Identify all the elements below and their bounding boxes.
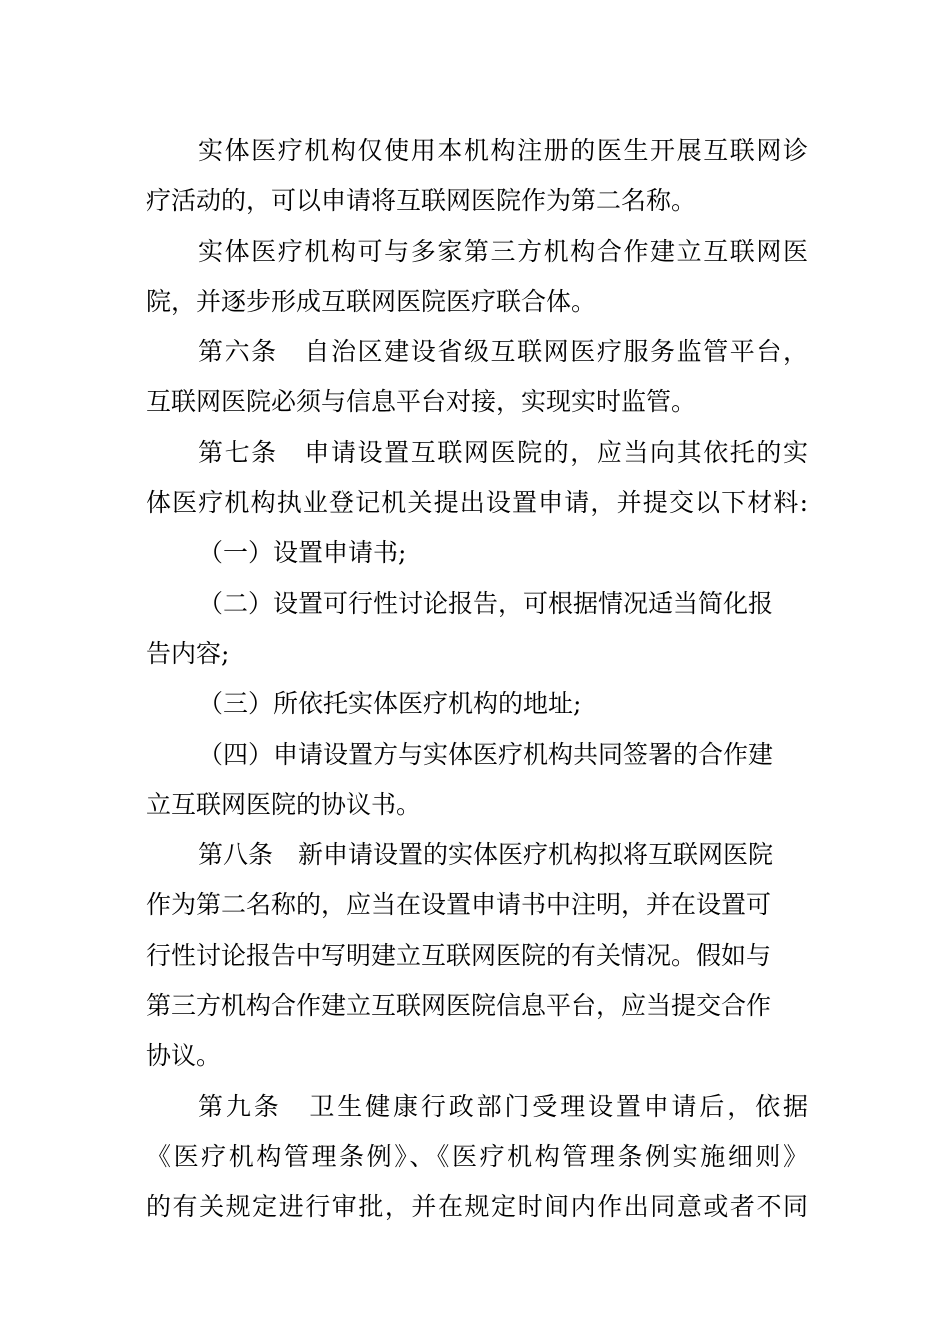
text-line: 第三方机构合作建立互联网医院信息平台，应当提交合作 [146, 991, 772, 1021]
text-line: 行性讨论报告中写明建立互联网医院的有关情况。假如与 [146, 940, 772, 970]
text-line: 疗活动的，可以申请将互联网医院作为第二名称。 [146, 186, 697, 216]
text-line: 协议。 [146, 1041, 222, 1071]
text-line: 第六条 自治区建设省级互联网医疗服务监管平台， [198, 337, 808, 367]
text-line: 作为第二名称的，应当在设置申请书中注明，并在设置可 [146, 890, 772, 920]
text-line: 的有关规定进行审批，并在规定时间内作出同意或者不同 [146, 1192, 808, 1222]
text-line: 《医疗机构管理条例》、《医疗机构管理条例实施细则》 [146, 1141, 808, 1171]
text-line: （三）所依托实体医疗机构的地址; [198, 689, 582, 719]
text-line: 院，并逐步形成互联网医院医疗联合体。 [146, 286, 597, 316]
text-line: 互联网医院必须与信息平台对接，实现实时监管。 [146, 387, 697, 417]
text-line: 实体医疗机构可与多家第三方机构合作建立互联网医 [198, 236, 808, 266]
text-line: 体医疗机构执业登记机关提出设置申请，并提交以下材料: [146, 488, 808, 518]
text-line: （二）设置可行性讨论报告，可根据情况适当简化报 [198, 588, 774, 618]
text-line: 告内容; [146, 638, 230, 668]
text-line: 实体医疗机构仅使用本机构注册的医生开展互联网诊 [198, 136, 808, 165]
text-line: （一）设置申请书; [198, 538, 407, 568]
text-line: 立互联网医院的协议书。 [146, 789, 422, 819]
text-line: （四）申请设置方与实体医疗机构共同签署的合作建 [198, 739, 774, 769]
text-line: 第八条 新申请设置的实体医疗机构拟将互联网医院 [198, 840, 774, 870]
text-line: 第七条 申请设置互联网医院的，应当向其依托的实 [198, 437, 808, 467]
document-body [146, 126, 808, 1233]
text-line: 第九条 卫生健康行政部门受理设置申请后，依据 [198, 1091, 808, 1121]
